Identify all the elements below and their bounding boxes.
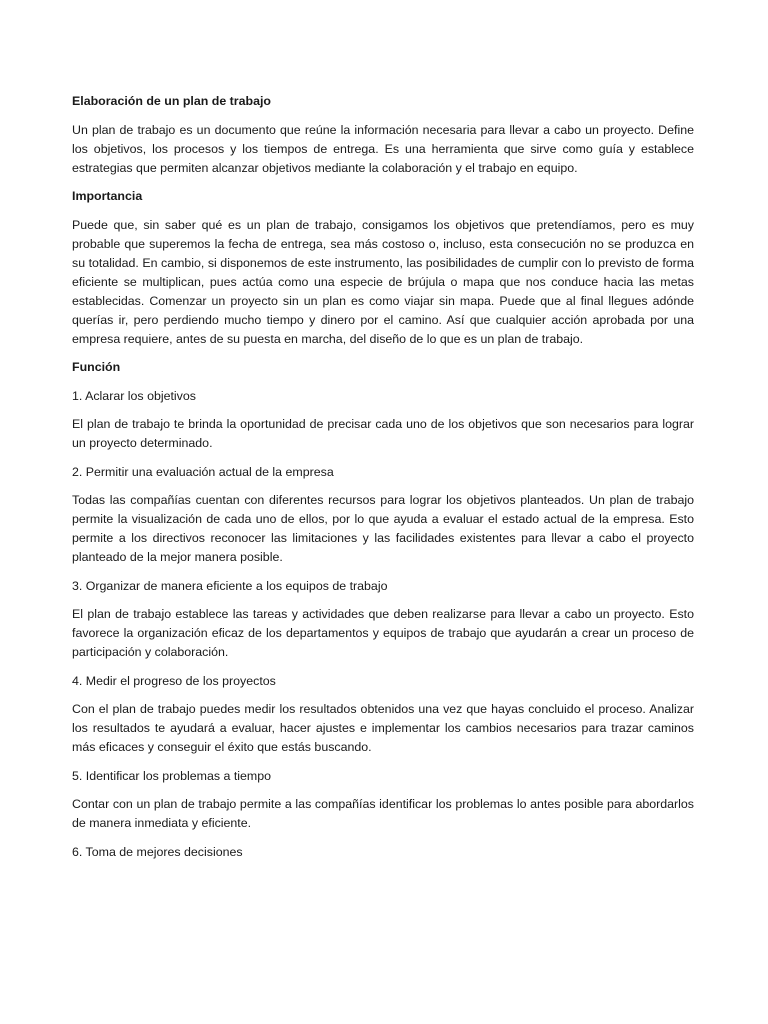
- document-title: Elaboración de un plan de trabajo: [72, 94, 271, 108]
- section-heading-funcion: Función: [72, 360, 121, 374]
- importancia-paragraph: Puede que, sin saber qué es un plan de trabajo, consigamos los objetivos que pretendíamos, pero es muy probable que superemos la fecha de entrega, sea más costoso o, incluso, esta consecución no se produzca en su totalidad. En cambio, si disponemos de este instrumento, las posibilidades de cumplir con lo previsto de forma eficiente se multiplican, pues actúa como una especie de brújula o mapa que nos conduce hacia las metas establecidas. Comenzar un proyecto sin un plan es como viajar sin mapa. Puede que al final llegues adónde querías ir, pero perdiendo mucho tiempo y dinero por el camino. Así que cualquier acción aprobada por una empresa requiere, antes de su puesta en marcha, del diseño de lo que es un plan de trabajo.: [72, 217, 694, 346]
- document-page: [72, 92, 694, 871]
- item-paragraph-1: El plan de trabajo te brinda la oportunidad de precisar cada uno de los objetivos que son necesarios para lograr un proyecto determinado.: [72, 417, 694, 450]
- intro-paragraph: Un plan de trabajo es un documento que reúne la información necesaria para llevar a cabo un proyecto. Define los objetivos, los procesos y los tiempos de entrega. Es una herramienta que sirve como guía y establece estrategias que permiten alcanzar objetivos mediante la colaboración y el trabajo en equipo.: [72, 122, 694, 175]
- item-paragraph-3: El plan de trabajo establece las tareas y actividades que deben realizarse para llevar a cabo un proyecto. Esto favorece la organización eficaz de los departamentos y equipos de trabajo que ayudarán a crear un proceso de participación y colaboración.: [72, 607, 694, 659]
- item-heading-1: 1. Aclarar los objetivos: [72, 388, 196, 403]
- item-heading-6: 6. Toma de mejores decisiones: [72, 844, 243, 859]
- item-paragraph-4: Con el plan de trabajo puedes medir los resultados obtenidos una vez que hayas concluido el proceso. Analizar los resultados te ayudará a evaluar, hacer ajustes e implementar los cambios necesarios para trazar caminos más eficaces y conseguir el éxito que estás buscando.: [72, 702, 694, 754]
- section-heading-importancia: Importancia: [72, 189, 143, 203]
- item-paragraph-2: Todas las compañías cuentan con diferentes recursos para lograr los objetivos planteados. Un plan de trabajo permite la visualización de cada uno de ellos, por lo que ayuda a evaluar el estado actual de la empresa. Esto permite a los directivos reconocer las limitaciones y las facilidades existentes para llevar a cabo el proyecto planteado de la mejor manera posible.: [72, 493, 694, 564]
- item-heading-2: 2. Permitir una evaluación actual de la empresa: [72, 464, 334, 479]
- item-heading-4: 4. Medir el progreso de los proyectos: [72, 673, 276, 688]
- item-heading-5: 5. Identificar los problemas a tiempo: [72, 768, 272, 783]
- item-heading-3: 3. Organizar de manera eficiente a los equipos de trabajo: [72, 578, 388, 593]
- item-paragraph-5: Contar con un plan de trabajo permite a las compañías identificar los problemas lo antes posible para abordarlos de manera inmediata y eficiente.: [72, 797, 694, 830]
